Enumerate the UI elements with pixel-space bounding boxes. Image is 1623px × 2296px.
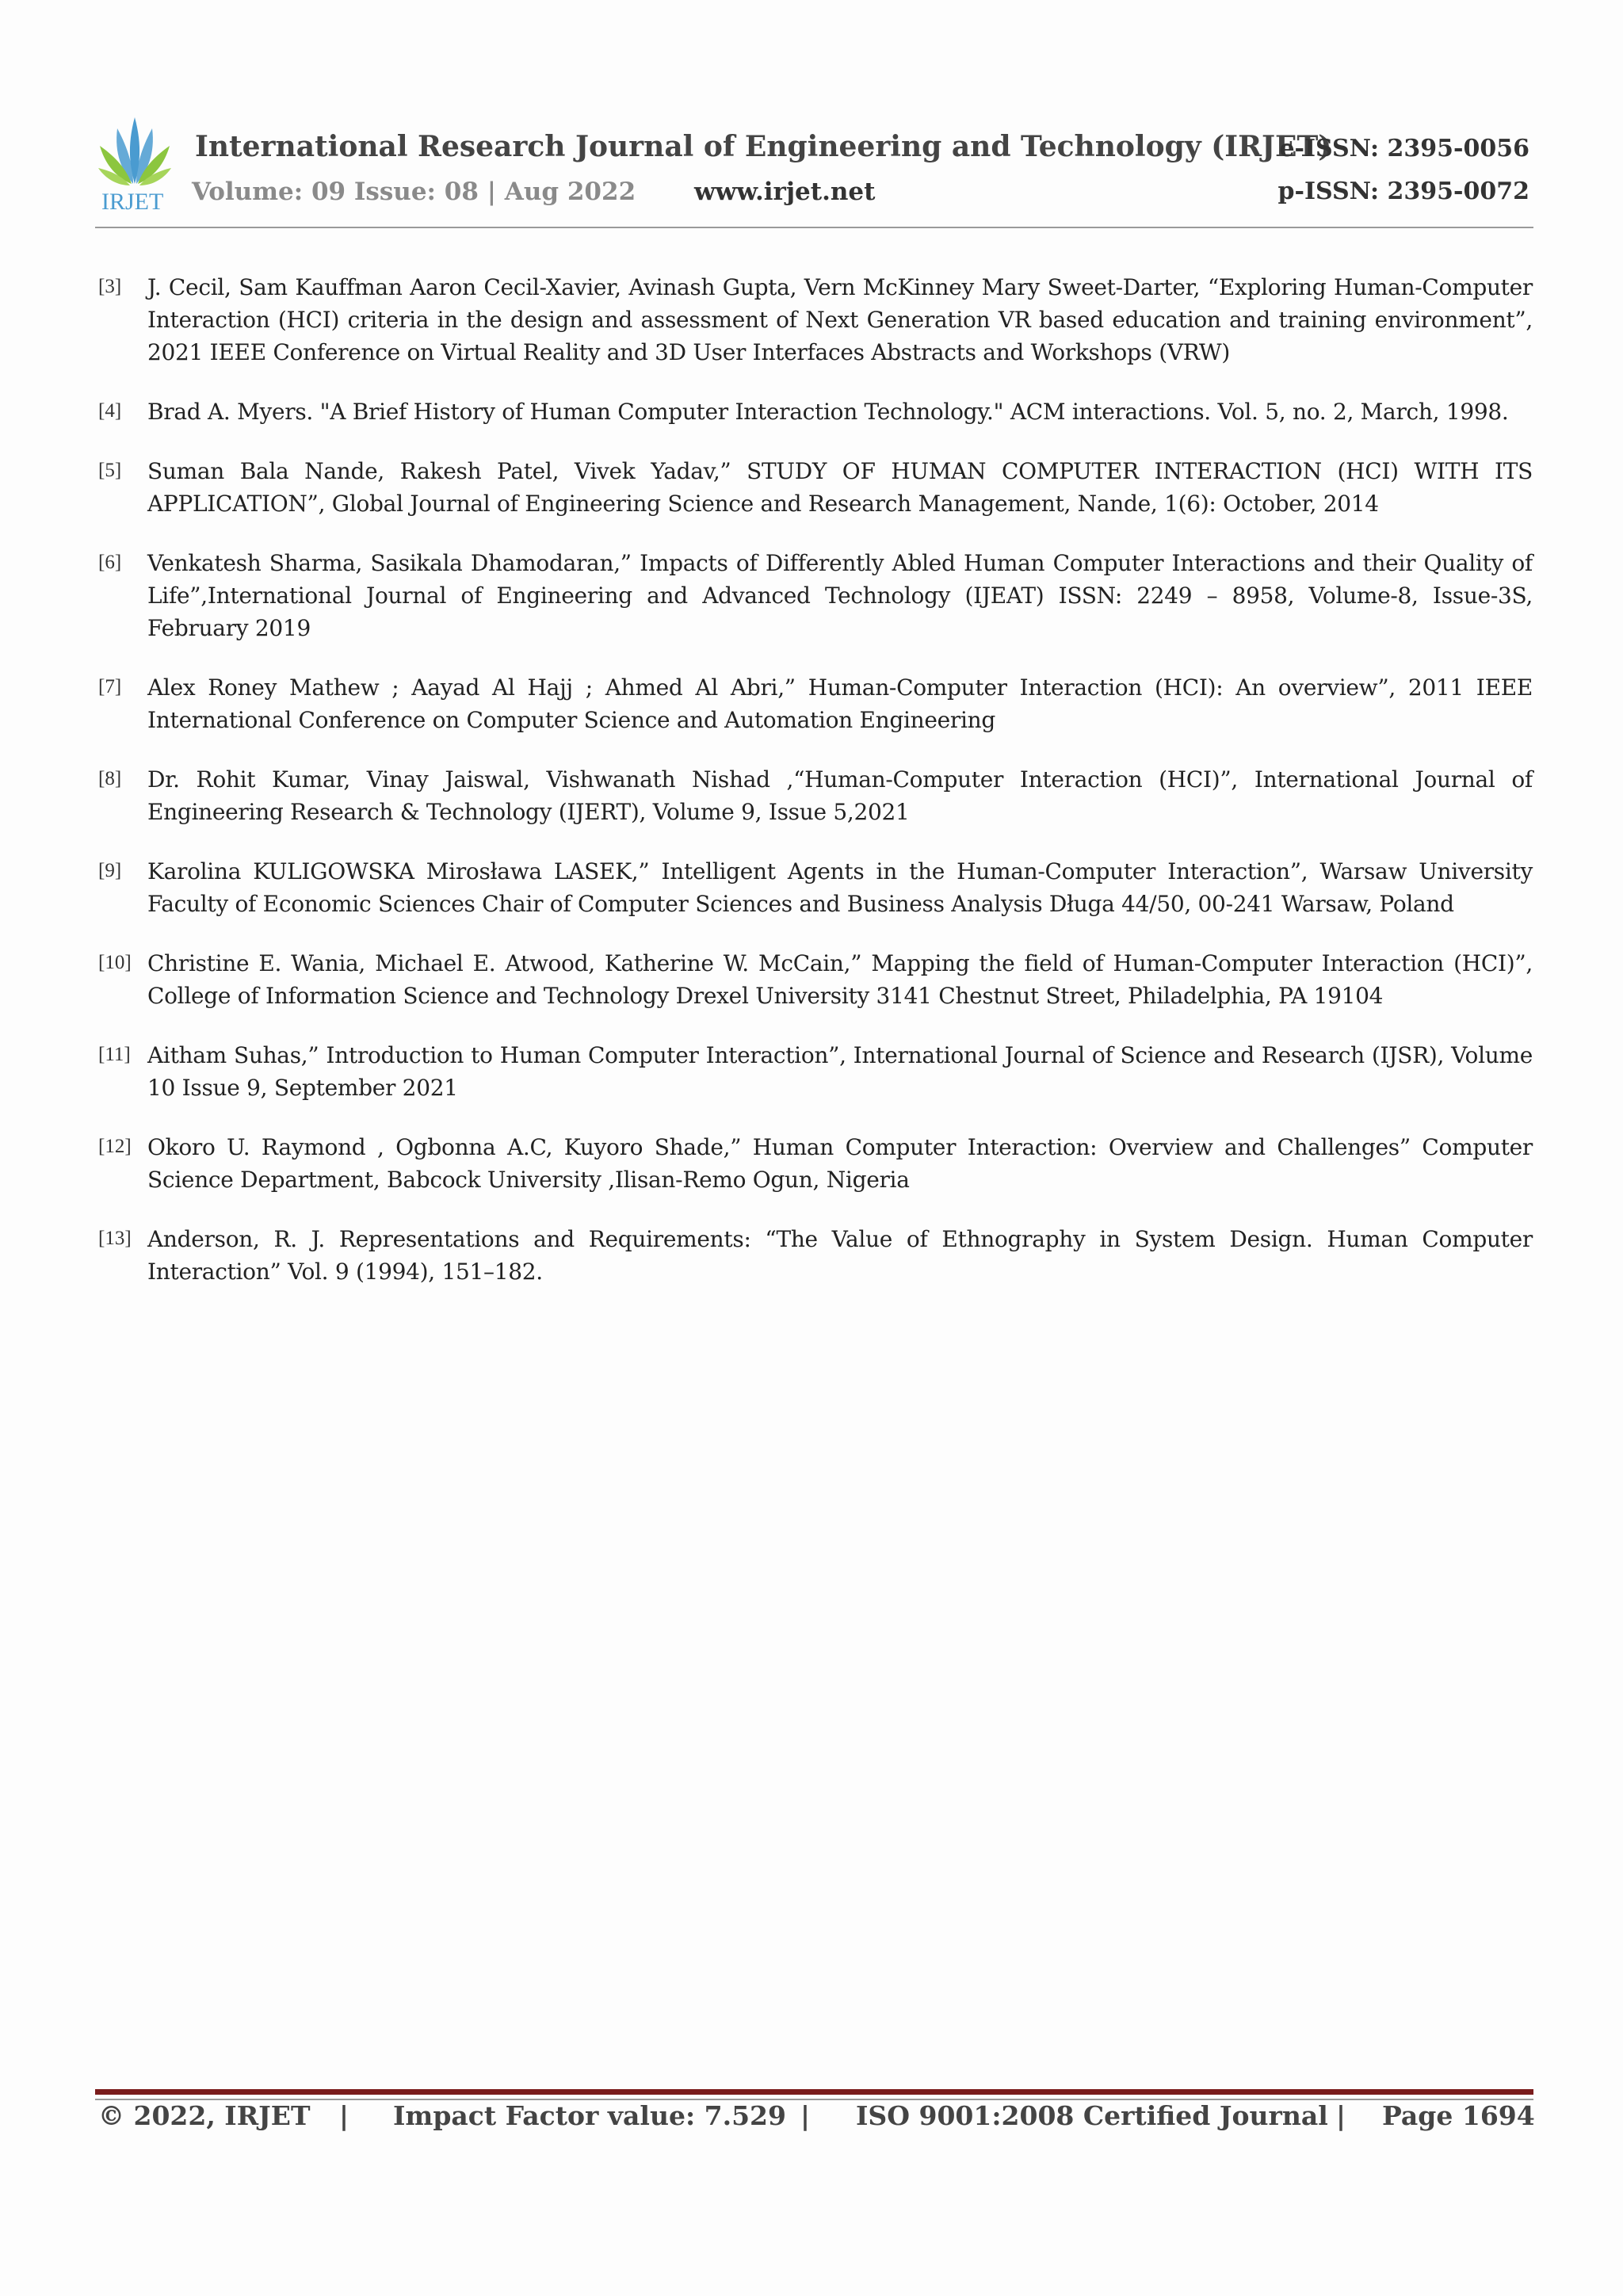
page-header	[95, 111, 1529, 231]
logo-text: IRJET	[101, 189, 164, 215]
irjet-logo	[95, 111, 174, 214]
footer-divider-thick	[95, 2089, 1533, 2095]
footer-impact-factor: Impact Factor value: 7.529	[393, 2100, 786, 2131]
reference-item	[98, 1223, 1533, 1288]
e-issn: e-ISSN: 2395-0056	[1279, 135, 1529, 162]
reference-item	[98, 947, 1533, 1012]
reference-number: [8]	[98, 768, 122, 789]
reference-item	[98, 547, 1533, 644]
p-issn: p-ISSN: 2395-0072	[1277, 178, 1529, 205]
reference-item	[98, 271, 1533, 369]
journal-title: International Research Journal of Engineering and Technology (IRJET)	[195, 130, 1332, 163]
reference-item	[98, 855, 1533, 920]
reference-number: [10]	[98, 952, 132, 973]
reference-text: Suman Bala Nande, Rakesh Patel, Vivek Yadav,” STUDY OF HUMAN COMPUTER INTERACTION (HCI) WITH ITS APPLICATION”, Global Journal of Engineering Science and Research Management, Nande, 1(6): October, 2014	[147, 458, 1533, 517]
reference-item	[98, 1131, 1533, 1196]
footer-separator: |	[339, 2100, 349, 2131]
volume-issue: Volume: 09 Issue: 08 | Aug 2022	[192, 178, 636, 206]
reference-number: [11]	[98, 1044, 131, 1065]
footer-iso: ISO 9001:2008 Certified Journal	[856, 2100, 1328, 2131]
header-divider	[95, 227, 1533, 228]
reference-number: [12]	[98, 1136, 132, 1157]
reference-item	[98, 455, 1533, 520]
reference-item	[98, 395, 1533, 428]
footer-copyright: © 2022, IRJET	[98, 2100, 311, 2131]
reference-text: Anderson, R. J. Representations and Requirements: “The Value of Ethnography in System Design. Human Computer Interaction” Vol. 9 (1994), 151–182.	[147, 1226, 1533, 1285]
reference-text: Alex Roney Mathew ; Aayad Al Hajj ; Ahmed Al Abri,” Human-Computer Interaction (HCI): An overview”, 2011 IEEE International Conference on Computer Science and Automation Engineering	[147, 674, 1533, 733]
reference-item	[98, 763, 1533, 828]
reference-item	[98, 671, 1533, 736]
reference-text: Dr. Rohit Kumar, Vinay Jaiswal, Vishwanath Nishad ,“Human-Computer Interaction (HCI)”, International Journal of Engineering Research & Technology (IJERT), Volume 9, Issue 5,2021	[147, 766, 1533, 825]
page-footer	[98, 2100, 1533, 2148]
reference-number: [5]	[98, 460, 122, 481]
reference-list	[98, 271, 1533, 1315]
reference-text: Venkatesh Sharma, Sasikala Dhamodaran,” Impacts of Differently Abled Human Computer Interactions and their Quality of Life”,International Journal of Engineering and Advanced Technology (IJEAT) ISSN: 2249 – 8958, Volume-8, Issue-3S, February 2019	[147, 550, 1533, 641]
reference-text: Okoro U. Raymond , Ogbonna A.C, Kuyoro Shade,” Human Computer Interaction: Overview and Challenges” Computer Science Department, Babcock University ,Ilisan-Remo Ogun, Nigeria	[147, 1134, 1533, 1193]
reference-number: [3]	[98, 276, 122, 297]
reference-text: Aitham Suhas,” Introduction to Human Computer Interaction”, International Journal of Science and Research (IJSR), Volume 10 Issue 9, September 2021	[147, 1042, 1533, 1101]
reference-number: [9]	[98, 860, 122, 881]
journal-website-link[interactable]: www.irjet.net	[694, 178, 876, 206]
footer-separator: |	[1336, 2100, 1346, 2131]
reference-number: [7]	[98, 676, 122, 697]
footer-page-number: Page 1694	[1382, 2100, 1535, 2131]
reference-text: Christine E. Wania, Michael E. Atwood, Katherine W. McCain,” Mapping the field of Human-Computer Interaction (HCI)”, College of Information Science and Technology Drexel University 3141 Chestnut Street, Philadelphia, PA 19104	[147, 950, 1533, 1009]
reference-number: [6]	[98, 552, 122, 573]
reference-number: [4]	[98, 400, 122, 422]
reference-text: J. Cecil, Sam Kauffman Aaron Cecil-Xavier, Avinash Gupta, Vern McKinney Mary Sweet-Darter, “Exploring Human-Computer Interaction (HCI) criteria in the design and assessment of Next Generation VR based education and training environment”, 2021 IEEE Conference on Virtual Reality and 3D User Interfaces Abstracts and Workshops (VRW)	[147, 274, 1533, 365]
footer-separator: |	[800, 2100, 811, 2131]
reference-number: [13]	[98, 1228, 132, 1249]
leaf-logo-icon	[95, 111, 174, 190]
reference-text: Karolina KULIGOWSKA Mirosława LASEK,” Intelligent Agents in the Human-Computer Interaction”, Warsaw University Faculty of Economic Sciences Chair of Computer Sciences and Business Analysis Długa 44/50, 00-241 Warsaw, Poland	[147, 858, 1533, 917]
reference-text: Brad A. Myers. "A Brief History of Human Computer Interaction Technology." ACM interactions. Vol. 5, no. 2, March, 1998.	[147, 399, 1509, 425]
reference-item	[98, 1039, 1533, 1104]
